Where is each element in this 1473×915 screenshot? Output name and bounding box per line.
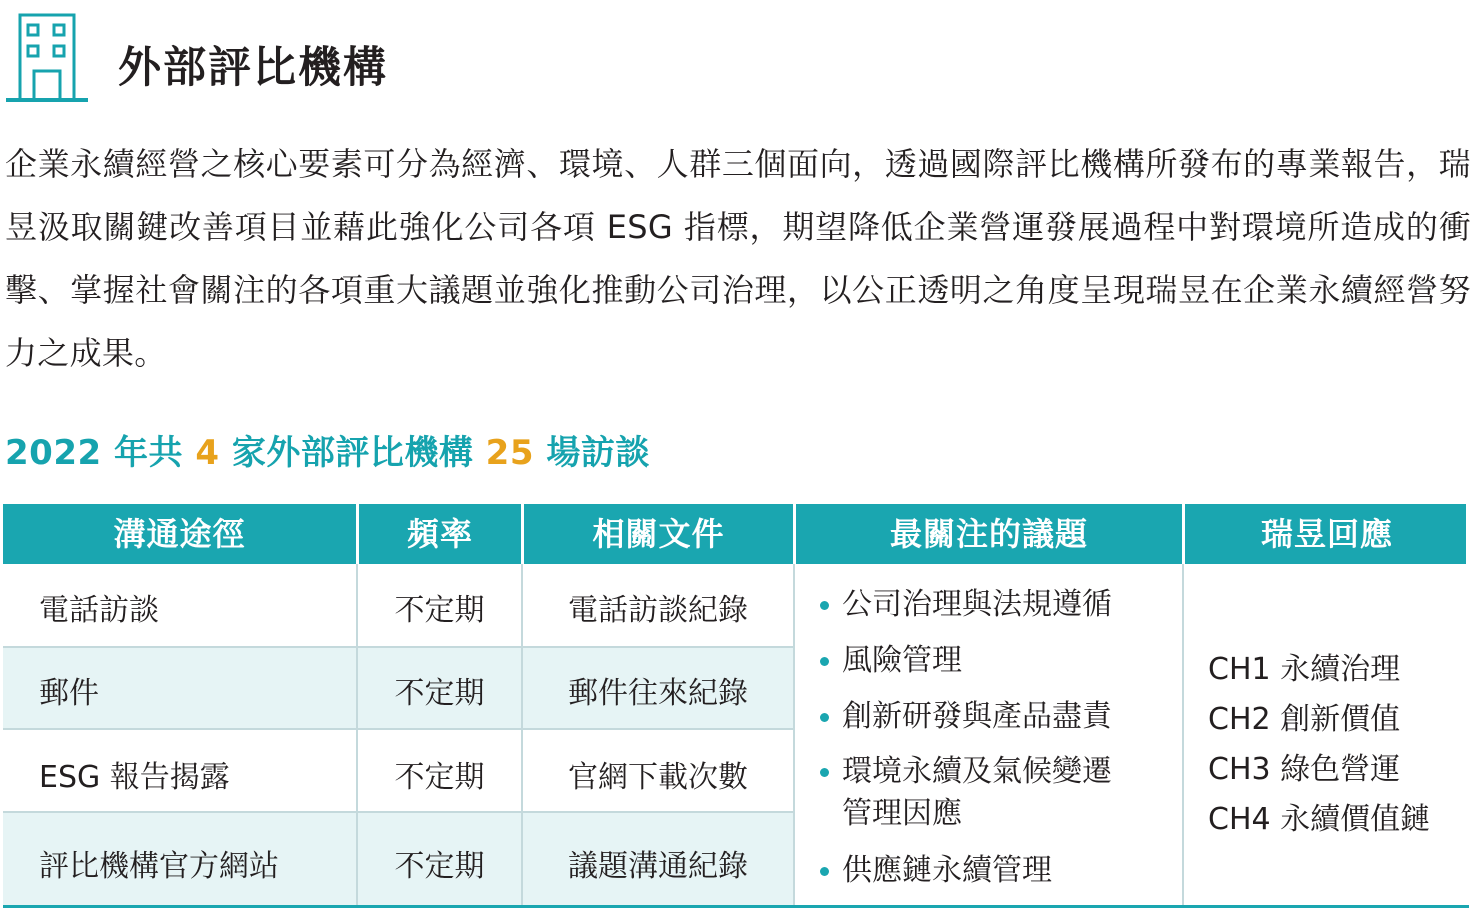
response-item: CH1 永續治理 <box>1208 652 1401 687</box>
bullet-icon <box>820 713 829 722</box>
bullet-icon <box>820 601 829 610</box>
frequency-cell: 不定期 <box>394 593 485 628</box>
summary-middle: 家外部評比機構 <box>231 433 474 473</box>
table-header <box>3 504 1466 564</box>
bullet-icon <box>820 867 829 876</box>
bullet-icon <box>820 657 829 666</box>
summary-prefix: 2022 年共 <box>5 433 183 473</box>
frequency-cell: 不定期 <box>394 676 485 711</box>
visit-count: 25 <box>485 433 534 473</box>
issue-item <box>816 751 1112 793</box>
issue-label: 管理因應 <box>842 796 962 831</box>
bullet-icon <box>820 768 829 777</box>
issues-cell <box>796 564 1182 905</box>
table-row <box>3 730 793 811</box>
issue-label: 公司治理與法規遵循 <box>842 587 1112 622</box>
document-cell: 官網下載次數 <box>568 760 748 795</box>
visit-summary-heading <box>5 425 650 474</box>
row-divider <box>3 728 793 730</box>
summary-suffix: 場訪談 <box>546 433 650 473</box>
issue-item-continuation <box>816 793 962 835</box>
frequency-cell: 不定期 <box>394 760 485 795</box>
header-frequency: 頻率 <box>406 515 473 553</box>
table-bottom-border <box>3 905 1469 908</box>
section-header <box>0 0 1473 110</box>
header-response: 瑞昱回應 <box>1260 515 1393 553</box>
column-divider <box>356 564 358 905</box>
channel-cell: 評比機構官方網站 <box>39 849 279 884</box>
issue-item <box>816 850 1052 892</box>
row-divider <box>3 646 793 648</box>
column-divider <box>793 564 795 905</box>
issue-item <box>816 640 962 682</box>
document-cell: 郵件往來紀錄 <box>568 676 748 711</box>
column-divider <box>521 564 523 905</box>
response-item: CH3 綠色營運 <box>1208 752 1401 787</box>
page-title: 外部評比機構 <box>118 43 388 93</box>
intro-paragraph: 企業永續經營之核心要素可分為經濟、環境、人群三個面向，透過國際評比機構所發布的專業報告，瑞昱汲取關鍵改善項目並藉此強化公司各項 ESG 指標，期望降低企業營運發展過程中對環境所造成的衝擊、掌握社會關注的各項重大議題並強化推動公司治理，以公正透明之角度呈現瑞昱在企業永續經營努力之成果。 <box>5 145 1471 372</box>
document-cell: 電話訪談紀錄 <box>568 593 748 628</box>
issue-label: 環境永續及氣候變遷 <box>842 754 1112 789</box>
response-cell <box>1184 564 1469 905</box>
communication-table <box>3 504 1466 908</box>
response-item: CH2 創新價值 <box>1208 702 1401 737</box>
channel-cell: 電話訪談 <box>39 593 159 628</box>
row-divider <box>3 811 793 813</box>
issue-item <box>816 696 1112 738</box>
header-documents: 相關文件 <box>592 515 725 553</box>
issue-label: 供應鏈永續管理 <box>842 853 1052 888</box>
table-row <box>3 564 793 646</box>
channel-cell: ESG 報告揭露 <box>39 760 230 795</box>
header-channel: 溝通途徑 <box>113 515 246 553</box>
building-icon <box>6 13 88 103</box>
agency-count: 4 <box>195 433 220 473</box>
channel-cell: 郵件 <box>39 676 99 711</box>
table-row <box>3 648 793 728</box>
document-cell: 議題溝通紀錄 <box>568 849 748 884</box>
header-issues: 最關注的議題 <box>889 515 1088 553</box>
table-row <box>3 813 793 905</box>
response-item: CH4 永續價值鏈 <box>1208 802 1431 837</box>
frequency-cell: 不定期 <box>394 849 485 884</box>
issue-label: 風險管理 <box>842 643 962 678</box>
issue-label: 創新研發與產品盡責 <box>842 699 1112 734</box>
issue-item <box>816 584 1112 626</box>
